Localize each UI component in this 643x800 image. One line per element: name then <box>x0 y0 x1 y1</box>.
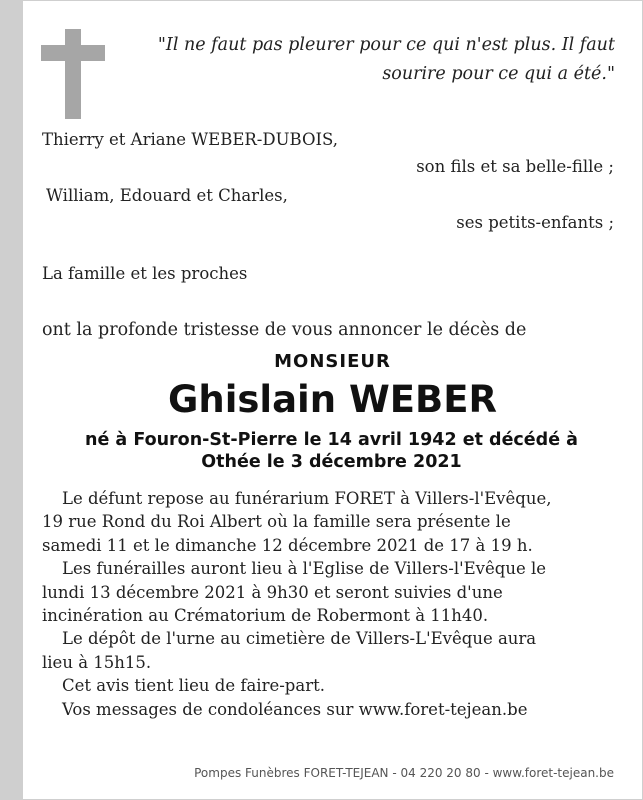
family-grandchildren-names: William, Edouard et Charles, <box>46 186 288 205</box>
details-line: samedi 11 et le dimanche 12 décembre 2021 de 17 à 19 h. <box>42 535 533 555</box>
family-others: La famille et les proches <box>42 264 248 283</box>
birth-death-line: né à Fouron-St-Pierre le 14 avril 1942 et décédé à <box>85 430 578 450</box>
deceased-birth-death <box>31 429 632 473</box>
footer-contact: Pompes Funèbres FORET-TEJEAN - 04 220 20 80 - www.foret-tejean.be <box>194 766 614 780</box>
family-son-relation: son fils et sa belle-fille ; <box>416 157 614 176</box>
quote-line: "Il ne faut pas pleurer pour ce qui n'est plus. Il faut <box>157 35 615 55</box>
details-paragraph <box>42 674 622 697</box>
birth-death-line: Othée le 3 décembre 2021 <box>201 452 462 472</box>
details-paragraph <box>42 557 622 627</box>
quote <box>155 31 615 89</box>
details-line: Vos messages de condoléances sur www.foret-tejean.be <box>62 699 528 719</box>
quote-line: sourire pour ce qui a été." <box>382 64 615 84</box>
details-line: 19 rue Rond du Roi Albert où la famille sera présente le <box>42 512 511 532</box>
deceased-name: Ghislain WEBER <box>167 378 498 421</box>
family-grandchildren-relation: ses petits-enfants ; <box>456 213 614 232</box>
details-paragraph <box>42 698 622 721</box>
details-line: Le défunt repose au funérarium FORET à Villers-l'Evêque, <box>62 489 552 508</box>
details-line: Cet avis tient lieu de faire-part. <box>62 676 325 696</box>
details-line: lundi 13 décembre 2021 à 9h30 et seront suivies d'une <box>42 582 503 602</box>
details-line: lieu à 15h15. <box>42 652 152 672</box>
details-line: Les funérailles auront lieu à l'Eglise de Villers-l'Evêque le <box>62 559 547 579</box>
details-line: incinération au Crématorium de Robermont à 11h40. <box>42 606 489 626</box>
details-paragraph <box>42 627 622 674</box>
left-border-bar <box>1 1 23 799</box>
deceased-title: MONSIEUR <box>274 351 391 372</box>
family-son-names: Thierry et Ariane WEBER-DUBOIS, <box>42 130 338 149</box>
details-paragraph <box>42 487 622 557</box>
details-line: Le dépôt de l'urne au cimetière de Villers-L'Evêque aura <box>62 629 537 649</box>
announcement: ont la profonde tristesse de vous annoncer le décès de <box>42 320 527 340</box>
details-section <box>42 487 622 721</box>
